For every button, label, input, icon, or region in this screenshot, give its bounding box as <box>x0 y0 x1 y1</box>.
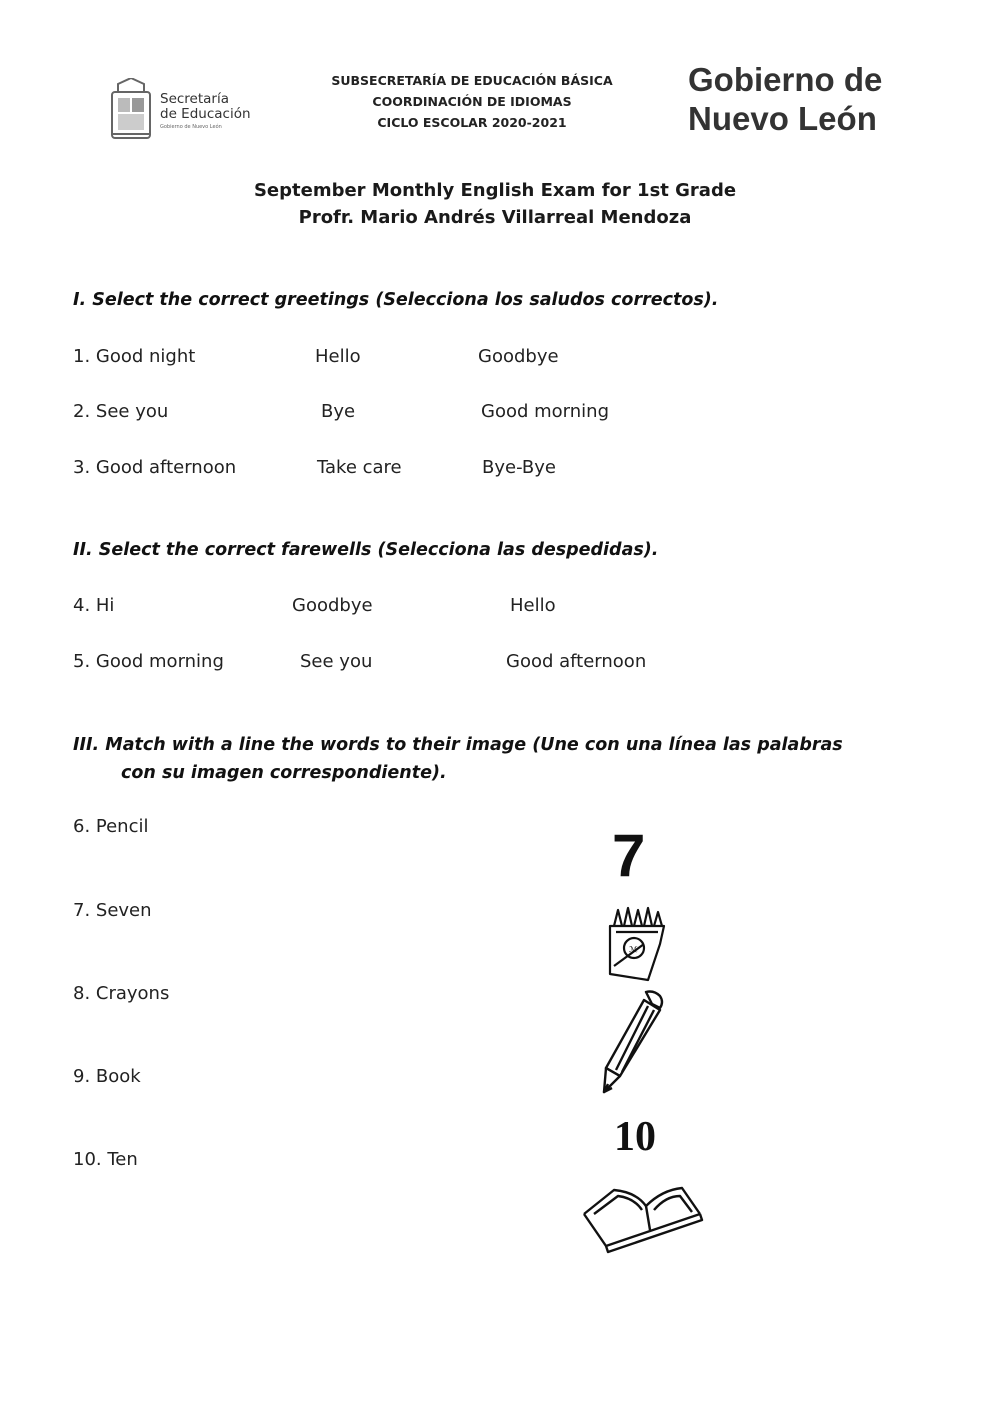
option[interactable]: 3. Good afternoon <box>73 457 237 478</box>
teacher-name: Profr. Mario Andrés Villarreal Mendoza <box>298 207 692 228</box>
match-word-pencil[interactable]: 6. Pencil <box>73 816 149 837</box>
match-word-ten[interactable]: 10. Ten <box>73 1149 138 1170</box>
option[interactable]: Goodbye <box>478 346 559 367</box>
option[interactable]: 4. Hi <box>73 595 115 616</box>
secretaria-logo-subtext: Gobierno de Nuevo León <box>160 124 222 130</box>
header-line: SUBSECRETARÍA DE EDUCACIÓN BÁSICA <box>331 73 613 88</box>
option[interactable]: Bye-Bye <box>482 457 557 478</box>
option[interactable]: Hello <box>510 595 556 616</box>
pencil-icon[interactable] <box>596 988 668 1096</box>
option[interactable]: 5. Good morning <box>73 651 224 672</box>
crayons-box-icon[interactable] <box>604 904 668 982</box>
option[interactable]: Good afternoon <box>506 651 647 672</box>
gobierno-logo: Gobierno de Nuevo León <box>688 61 883 137</box>
number-seven-icon[interactable]: 7 <box>612 822 646 889</box>
svg-text:ℳ: ℳ <box>629 945 638 954</box>
header-line: CICLO ESCOLAR 2020-2021 <box>377 115 567 130</box>
match-word-book[interactable]: 9. Book <box>73 1066 141 1087</box>
option[interactable]: 1. Good night <box>73 346 196 367</box>
header-line: COORDINACIÓN DE IDIOMAS <box>372 94 572 109</box>
option[interactable]: Goodbye <box>292 595 373 616</box>
open-book-icon[interactable] <box>580 1184 704 1254</box>
match-word-crayons[interactable]: 8. Crayons <box>73 983 170 1004</box>
number-ten-icon[interactable]: 10 <box>614 1114 656 1160</box>
option[interactable]: Take care <box>317 457 402 478</box>
option[interactable]: See you <box>300 651 373 672</box>
option[interactable]: Good morning <box>481 401 609 422</box>
state-seal-icon <box>108 78 154 142</box>
option[interactable]: Hello <box>315 346 361 367</box>
secretaria-logo-text: Secretaría de Educación <box>160 91 251 122</box>
section-3-heading: III. Match with a line the words to their image (Une con una línea las palabras con su imagen correspondiente). <box>73 735 843 783</box>
section-2-heading: II. Select the correct farewells (Selecciona las despedidas). <box>73 540 659 560</box>
exam-title: September Monthly English Exam for 1st Grade <box>253 180 737 201</box>
option[interactable]: 2. See you <box>73 401 169 422</box>
option[interactable]: Bye <box>321 401 356 422</box>
section-1-heading: I. Select the correct greetings (Selecciona los saludos correctos). <box>73 290 719 310</box>
match-word-seven[interactable]: 7. Seven <box>73 900 152 921</box>
header-center-block <box>322 70 622 133</box>
